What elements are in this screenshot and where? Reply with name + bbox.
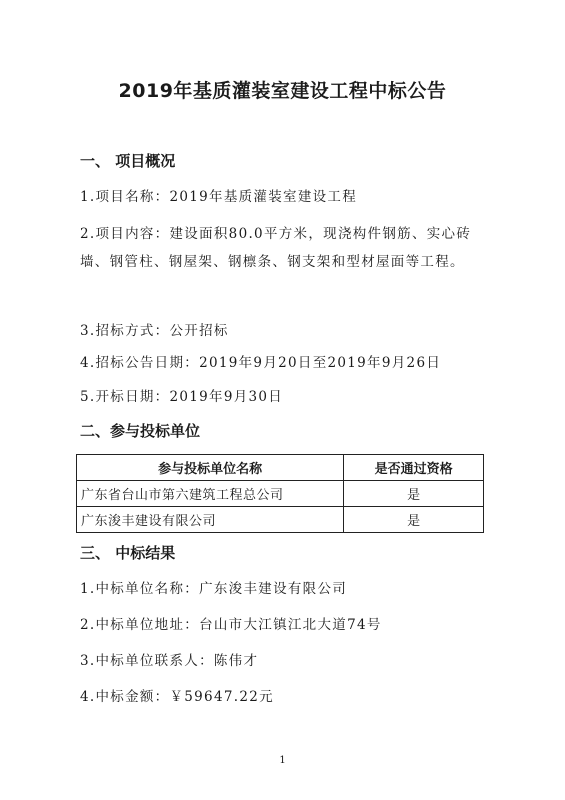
table-row (77, 481, 484, 507)
page-title: 2019年基质灌装室建设工程中标公告 (118, 80, 447, 102)
result-item-winning-amount: 4.中标金额：￥59647.22元 (80, 689, 274, 705)
page-number: 1 (279, 755, 286, 766)
bidders-table (76, 454, 484, 533)
table-cell-bidder-name: 广东省台山市第六建筑工程总公司 (77, 481, 344, 507)
overview-item-tender-method: 3.招标方式：公开招标 (80, 323, 229, 339)
table-header-row (77, 455, 484, 481)
table-cell-bidder-name: 广东浚丰建设有限公司 (77, 507, 344, 533)
overview-item-opening-date: 5.开标日期：2019年9月30日 (80, 389, 284, 405)
overview-item-project-content: 2.项目内容：建设面积80.0平方米，现浇构件钢筋、实心砖墙、钢管柱、钢屋架、钢檩条、钢支架和型材屋面等工程。 (80, 226, 472, 270)
table-row (77, 507, 484, 533)
result-item-winner-contact: 3.中标单位联系人：陈伟才 (80, 653, 259, 669)
table-header-qualified: 是否通过资格 (344, 455, 484, 481)
overview-item-project-name: 1.项目名称：2019年基质灌装室建设工程 (80, 189, 358, 205)
overview-item-announcement-date: 4.招标公告日期：2019年9月20日至2019年9月26日 (80, 355, 442, 371)
section-heading-results: 三、 中标结果 (80, 544, 176, 562)
result-item-winner-address: 2.中标单位地址：台山市大江镇江北大道74号 (80, 617, 382, 633)
table-cell-qualified: 是 (344, 481, 484, 507)
table-header-bidder-name: 参与投标单位名称 (77, 455, 344, 481)
section-heading-overview: 一、 项目概况 (80, 152, 176, 170)
section-heading-bidders: 二、参与投标单位 (80, 422, 201, 440)
result-item-winner-name: 1.中标单位名称：广东浚丰建设有限公司 (80, 581, 348, 597)
table-cell-qualified: 是 (344, 507, 484, 533)
